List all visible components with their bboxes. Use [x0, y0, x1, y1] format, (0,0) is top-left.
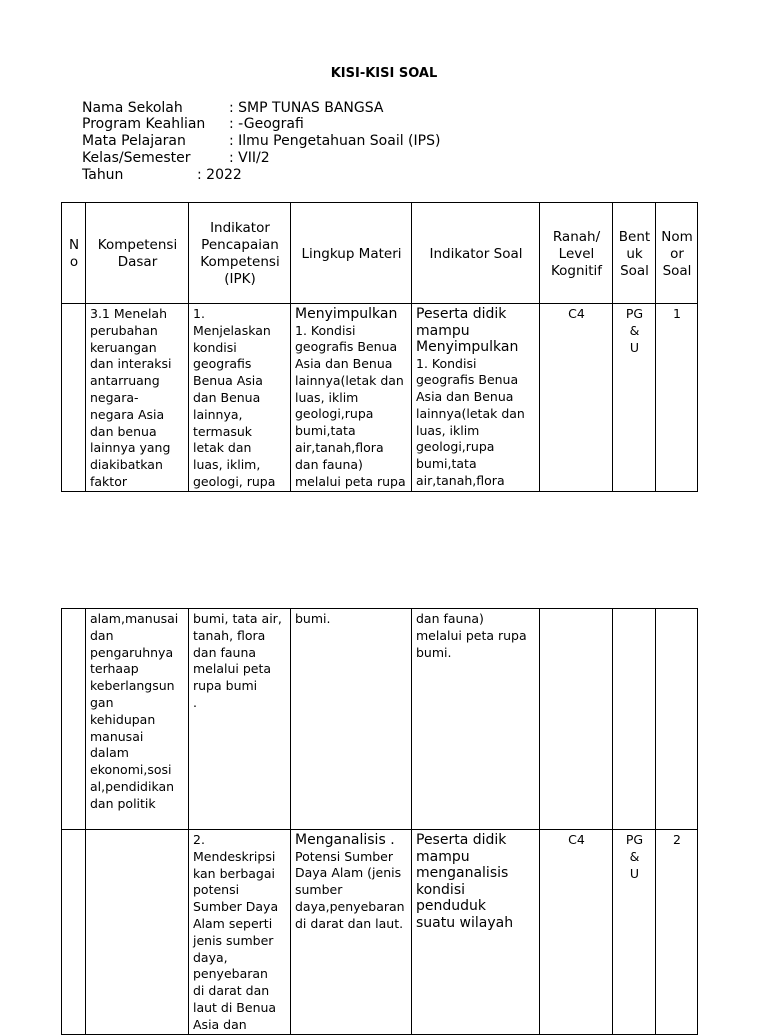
info-program-keahlian: [82, 116, 304, 132]
indikator-heading: Peserta didik mampu menganalisis kondisi penduduk suatu wilayah: [416, 832, 514, 931]
info-label: Mata Pelajaran: [82, 133, 186, 149]
cell-ranah: C4: [540, 304, 613, 492]
info-mata-pelajaran: [82, 133, 441, 149]
header-indikator-soal: Indikator Soal: [412, 203, 540, 304]
info-value: : VII/2: [229, 150, 270, 166]
header-bentuk-soal: Bent uk Soal: [613, 203, 656, 304]
kisi-kisi-table-page-2: [61, 608, 698, 1035]
cell-indikator-soal: [412, 304, 540, 492]
header-ranah-level: Ranah/ Level Kognitif: [540, 203, 613, 304]
cell-lingkup-materi: [291, 304, 412, 492]
info-nama-sekolah: [82, 100, 384, 116]
header-nomor-soal: Nom or Soal: [656, 203, 698, 304]
header-kompetensi-dasar: Kompetensi Dasar: [86, 203, 189, 304]
cell-kompetensi-dasar: 3.1 Menelah perubahan keruangan dan interaksi antarruang negara- negara Asia dan benua lainnya yang diakibatkan faktor: [86, 304, 189, 492]
cell-ranah: [540, 609, 613, 830]
cell-no: [62, 609, 86, 830]
info-value: : -Geografi: [229, 116, 304, 132]
info-value: : SMP TUNAS BANGSA: [229, 100, 384, 116]
cell-no: [62, 304, 86, 492]
info-label: Program Keahlian: [82, 116, 206, 132]
cell-indikator-soal: dan fauna) melalui peta rupa bumi.: [412, 609, 540, 830]
table-row: [62, 609, 698, 830]
info-label: Nama Sekolah: [82, 100, 183, 116]
materi-text: Potensi Sumber Daya Alam (jenis sumber daya,penyebaran di darat dan laut.: [295, 848, 405, 931]
info-value: : 2022: [197, 167, 242, 183]
cell-ipk: 2. Mendeskripsi kan berbagai potensi Sumber Daya Alam seperti jenis sumber daya, penyebaran di darat dan laut di Benua Asia dan: [189, 830, 291, 1035]
header-no: N o: [62, 203, 86, 304]
document-title: KISI-KISI SOAL: [330, 66, 438, 81]
cell-kompetensi-dasar: [86, 830, 189, 1035]
cell-nomor: 1: [656, 304, 698, 492]
cell-bentuk: [613, 609, 656, 830]
info-tahun: [82, 167, 242, 183]
cell-lingkup-materi: bumi.: [291, 609, 412, 830]
cell-no: [62, 830, 86, 1035]
info-label: Kelas/Semester: [82, 150, 191, 166]
cell-nomor: 2: [656, 830, 698, 1035]
cell-nomor: [656, 609, 698, 830]
header-lingkup-materi: Lingkup Materi: [291, 203, 412, 304]
materi-heading: Menyimpulkan: [295, 306, 398, 322]
info-kelas-semester: [82, 150, 270, 166]
indikator-heading: Peserta didik mampu Menyimpulkan: [416, 306, 519, 355]
table-header-row: [62, 203, 698, 304]
cell-ipk: bumi, tata air, tanah, flora dan fauna melalui peta rupa bumi .: [189, 609, 291, 830]
cell-ipk: 1. Menjelaskan kondisi geografis Benua Asia dan Benua lainnya, termasuk letak dan luas, iklim, geologi, rupa: [189, 304, 291, 492]
materi-heading: Menganalisis .: [295, 832, 395, 848]
cell-bentuk: PG & U: [613, 304, 656, 492]
info-value: : Ilmu Pengetahuan Soail (IPS): [229, 133, 441, 149]
cell-ranah: C4: [540, 830, 613, 1035]
info-label: Tahun: [82, 167, 124, 183]
cell-kompetensi-dasar: alam,manusai dan pengaruhnya terhaap keberlangsun gan kehidupan manusai dalam ekonomi,sosi al,pendidikan dan politik: [86, 609, 189, 830]
indikator-text: 1. Kondisi geografis Benua Asia dan Benua lainnya(letak dan luas, iklim geologi,rupa bumi,tata air,tanah,flora: [416, 355, 525, 489]
table-row: [62, 304, 698, 492]
materi-text: 1. Kondisi geografis Benua Asia dan Benua lainnya(letak dan luas, iklim geologi,rupa bumi,tata air,tanah,flora dan fauna) melalui peta rupa: [295, 322, 406, 489]
kisi-kisi-table-page-1: [61, 202, 698, 492]
table-row: [62, 830, 698, 1035]
header-ipk: Indikator Pencapaian Kompetensi (IPK): [189, 203, 291, 304]
cell-lingkup-materi: [291, 830, 412, 1035]
cell-bentuk: PG & U: [613, 830, 656, 1035]
cell-indikator-soal: [412, 830, 540, 1035]
